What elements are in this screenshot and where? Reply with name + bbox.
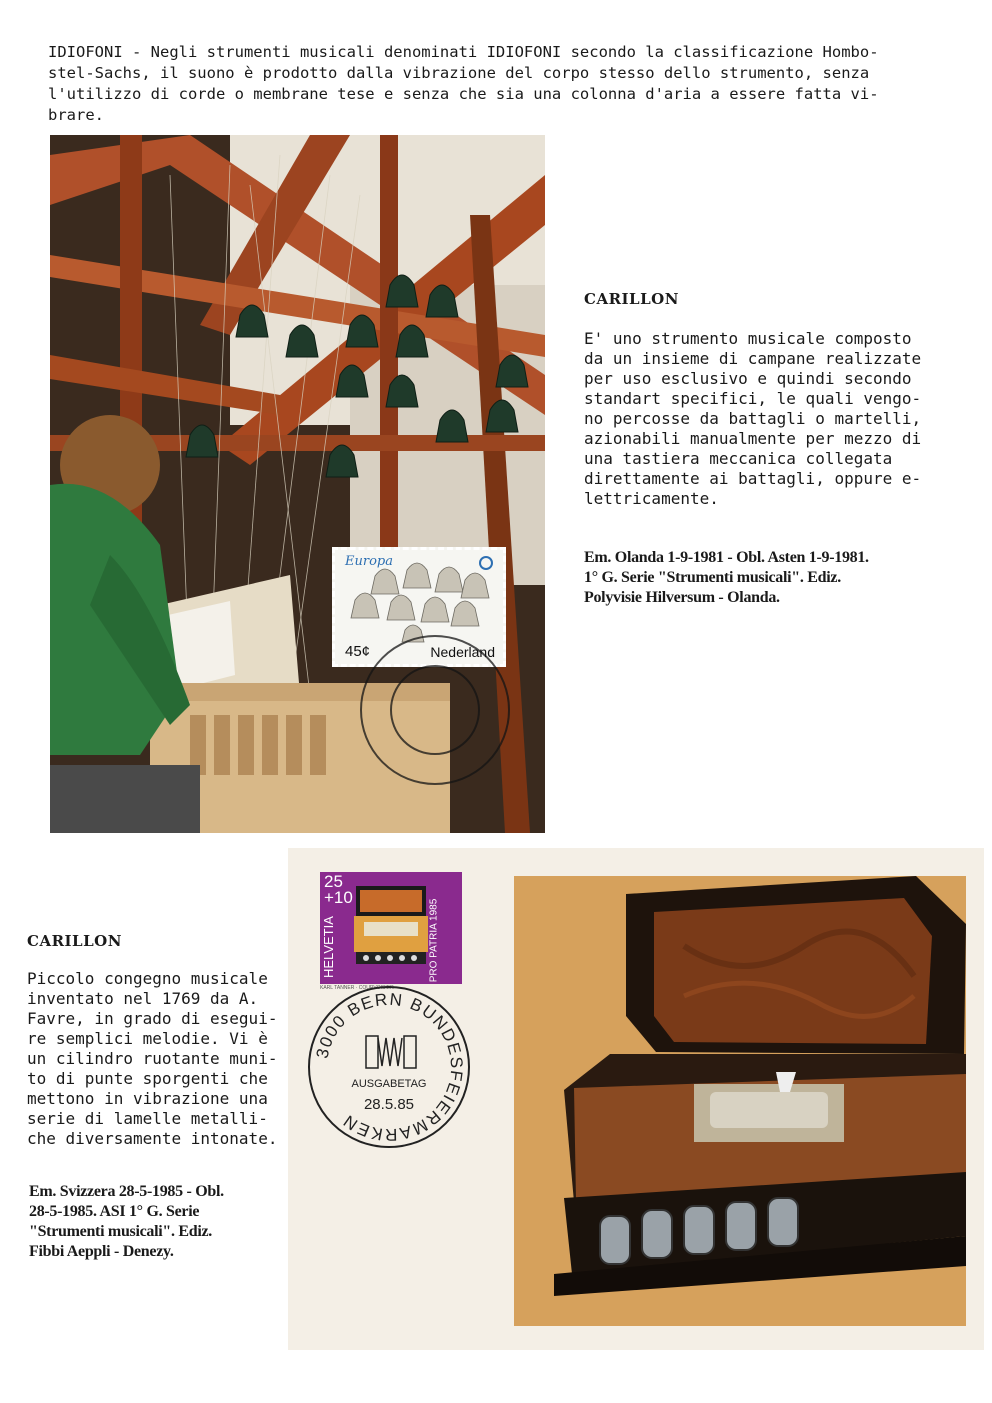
postmark-date: 28.5.85 (363, 1096, 415, 1113)
item2-caption: Em. Svizzera 28-5-1985 - Obl. 28-5-1985. ASI 1° G. Serie "Strumenti musicali". Ediz. Fibbi Aeppli - Denezy. (29, 1183, 224, 1260)
stamp-country: HELVETIA (321, 916, 336, 978)
carillon-maximum-card (50, 135, 545, 833)
stamp-country: Nederland (430, 644, 495, 660)
music-box-photo (514, 876, 966, 1326)
bern-postmark (308, 986, 470, 1148)
postmark-label: AUSGABETAG (351, 1078, 427, 1090)
music-box-stamp-illustration (350, 882, 432, 968)
item1-heading: CARILLON (584, 290, 679, 308)
stamp-europa-label: Europa (345, 554, 393, 569)
svg-text:3000 BERN BUNDESFEIERMARKEN: 3000 BERN BUNDESFEIERMARKEN (312, 989, 467, 1145)
music-box-illustration (514, 876, 966, 1326)
asten-postmark (360, 635, 510, 785)
accordion-icon (364, 1030, 418, 1074)
item2-description: Piccolo congegno musicale inventato nel 1769 da A. Favre, in grado di esegui- re semplici melodie. Vi è un cilindro ruotante muni- to di punte sporgenti che mettono in vibrazione una serie di lamelle metalli- che diversamente intonate. (27, 969, 278, 1148)
stamp-value: 25 +10 (324, 872, 353, 907)
stamp-value: 45¢ (345, 643, 371, 660)
postmark-inner-ring (390, 665, 480, 755)
intro-paragraph: IDIOFONI - Negli strumenti musicali denominati IDIOFONI secondo la classificazione Hombo- stel-Sachs, il suono è prodotto dalla vibrazione del corpo stesso dello strumento, senza l'utilizzo di corde o membrane tese e senza che sia una colonna d'aria a essere fatta vi- brare. (48, 43, 879, 124)
item1-caption: Em. Olanda 1-9-1981 - Obl. Asten 1-9-1981. 1° G. Serie "Strumenti musicali". Ediz. Polyvisie Hilversum - Olanda. (584, 549, 869, 606)
stamp-credit: KARL TANNER · COURVOISIER (320, 985, 394, 991)
helvetia-stamp (320, 872, 462, 984)
item1-description: E' uno strumento musicale composto da un insieme di campane realizzate per uso esclusivo e quindi secondo standart specifici, le quali vengo- no percosse da battagli o martelli, azionabili manualmente per mezzo di una tastiera meccanica collegata direttamente ai battagli, oppure e- lettricamente. (584, 329, 922, 508)
stamp-series: PRO PATRIA 1985 (428, 898, 440, 983)
music-box-maximum-card (288, 848, 984, 1350)
item2-heading: CARILLON (27, 932, 122, 950)
